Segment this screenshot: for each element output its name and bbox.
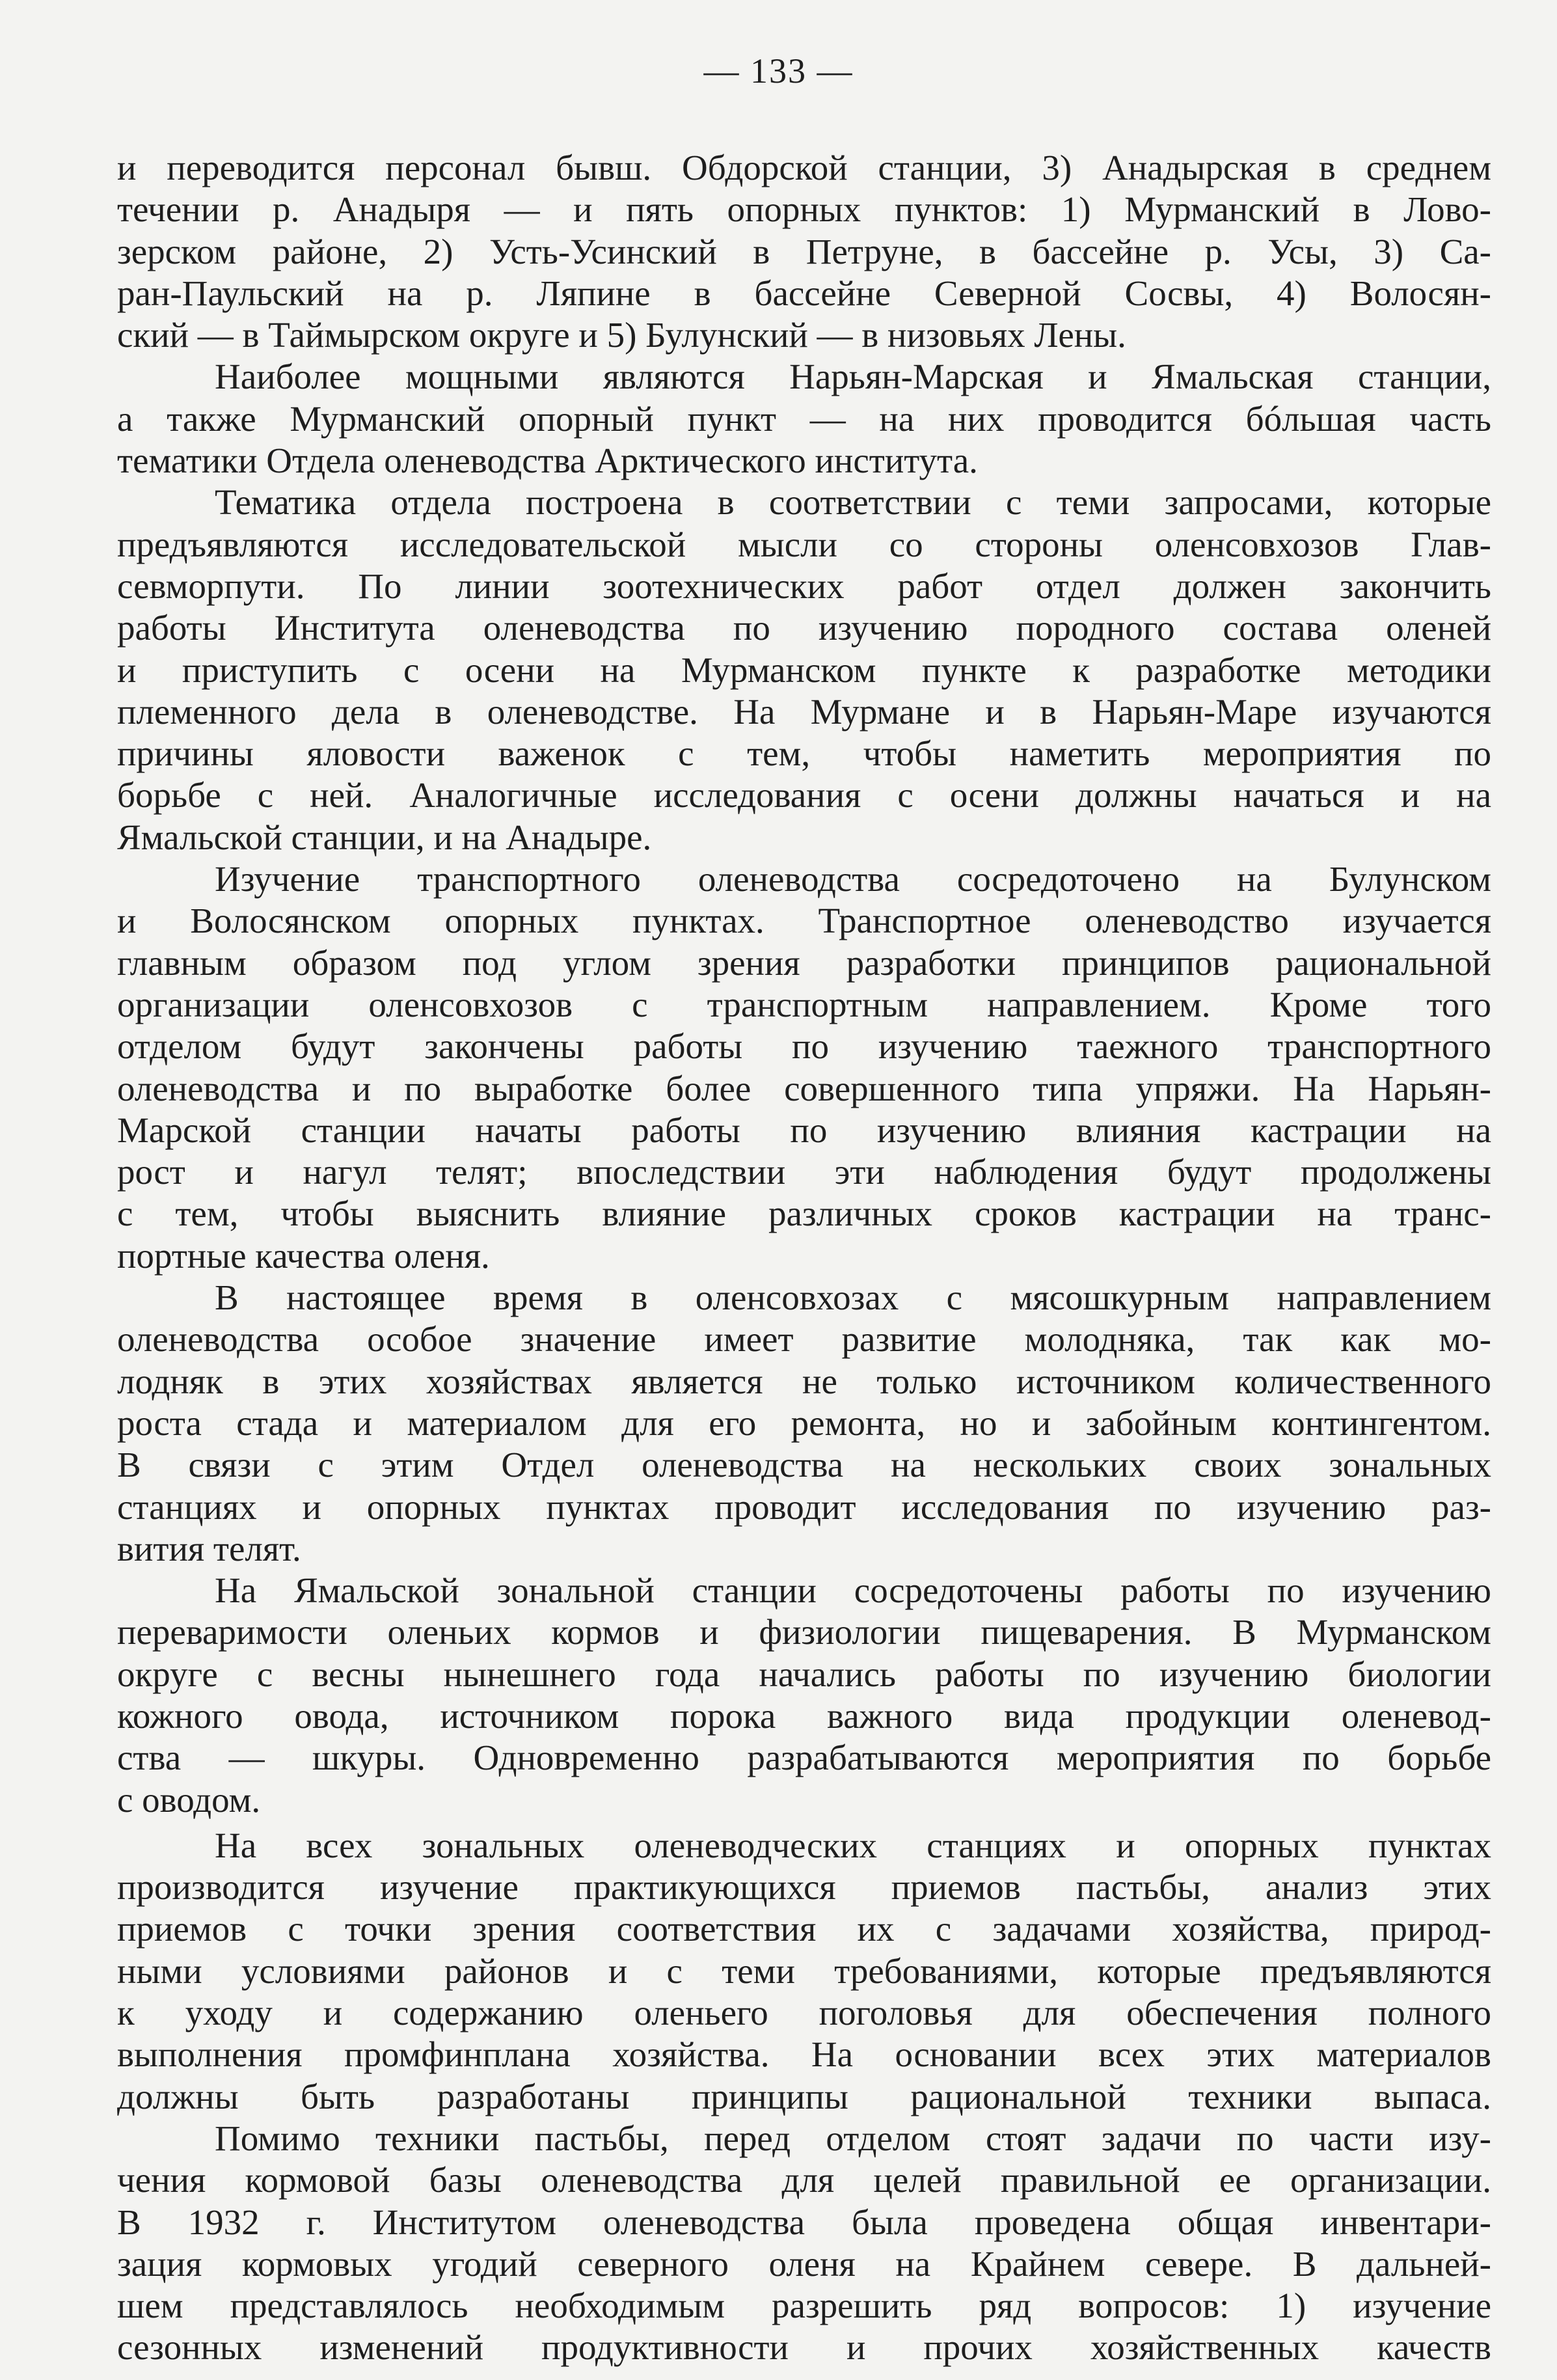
body-text [117, 147, 1491, 2369]
text-line: переваримости оленьих кормов и физиологии пищеварения. В Мурманском [117, 1612, 1491, 1652]
text-line: выполнения промфинплана хозяйства. На основании всех этих материалов [117, 2034, 1491, 2075]
text-line: причины яловости важенок с тем, чтобы наметить мероприятия по [117, 733, 1491, 774]
text-line: к уходу и содержанию оленьего поголовья для обеспечения полного [117, 1993, 1491, 2033]
text-line: роста стада и материалом для его ремонта, но и забойным контингентом. [117, 1402, 1491, 1443]
text-line: а также Мурманский опорный пункт — на них проводится бóльшая часть [117, 398, 1491, 439]
text-line: станциях и опорных пунктах проводит исследования по изучению раз- [117, 1486, 1491, 1527]
text-line: оленеводства и по выработке более совершенного типа упряжи. На Нарьян- [117, 1068, 1491, 1108]
text-line: ран-Паульский на р. Ляпине в бассейне Северной Сосвы, 4) Волосян- [117, 273, 1491, 313]
text-line: В настоящее время в оленсовхозах с мясошкурным направлением [215, 1278, 1491, 1318]
text-line: рост и нагул телят; впоследствии эти наблюдения будут продолжены [117, 1152, 1491, 1192]
text-line: главным образом под углом зрения разработки принципов рациональной [117, 942, 1491, 983]
text-line: зерском районе, 2) Усть-Усинский в Петруне, в бассейне р. Усы, 3) Са- [117, 231, 1491, 271]
text-line: лодняк в этих хозяйствах является не только источником количественного [117, 1361, 1491, 1401]
text-line: шем представлялось необходимым разрешить ряд вопросов: 1) изучение [117, 2286, 1491, 2326]
text-line: ский — в Таймырском округе и 5) Булунский — в низовьях Лены. [117, 315, 1126, 355]
text-line: В связи с этим Отдел оленеводства на нескольких своих зональных [117, 1445, 1491, 1485]
text-line: работы Института оленеводства по изучению породного состава оленей [117, 608, 1491, 648]
text-line: с тем, чтобы выяснить влияние различных сроков кастрации на транс- [117, 1194, 1491, 1234]
text-line: борьбе с ней. Аналогичные исследования с осени должны начаться и на [117, 775, 1491, 815]
text-line: предъявляются исследовательской мысли со стороны оленсовхозов Глав- [117, 524, 1491, 564]
text-line: Ямальской станции, и на Анадыре. [117, 817, 652, 857]
text-line: портные качества оленя. [117, 1235, 490, 1276]
text-line: течении р. Анадыря — и пять опорных пунктов: 1) Мурманский в Лово- [117, 189, 1491, 230]
text-line: чения кормовой базы оленеводства для целей правильной ее организации. [117, 2160, 1491, 2200]
text-line: Изучение транспортного оленеводства сосредоточено на Булунском [215, 859, 1491, 899]
text-line: и переводится персонал бывш. Обдорской станции, 3) Анадырская в среднем [117, 148, 1491, 187]
text-line: На всех зональных оленеводческих станциях и опорных пунктах [215, 1825, 1491, 1865]
text-line: отделом будут закончены работы по изучению таежного транспортного [117, 1026, 1491, 1067]
text-line: На Ямальской зональной станции сосредоточены работы по изучению [215, 1570, 1491, 1611]
text-line: зация кормовых угодий северного оленя на Крайнем севере. В дальней- [117, 2243, 1491, 2284]
text-line: приемов с точки зрения соответствия их с задачами хозяйства, природ- [117, 1909, 1491, 1949]
text-line: В 1932 г. Институтом оленеводства была проведена общая инвентари- [117, 2202, 1491, 2242]
text-line: ными условиями районов и с теми требованиями, которые предъявляются [117, 1950, 1491, 1991]
text-line: вития телят. [117, 1528, 301, 1568]
text-line: и Волосянском опорных пунктах. Транспортное оленеводство изучается [117, 901, 1491, 941]
text-line: Тематика отдела построена в соответствии с теми запросами, которые [215, 482, 1491, 523]
text-line: производится изучение практикующихся приемов пастьбы, анализ этих [117, 1867, 1491, 1908]
text-line: Марской станции начаты работы по изучению влияния кастрации на [117, 1110, 1491, 1150]
text-line: и приступить с осени на Мурманском пункте к разработке методики [117, 650, 1491, 690]
page-number: — 133 — [703, 51, 854, 90]
text-line: организации оленсовхозов с транспортным направлением. Кроме того [117, 984, 1491, 1024]
text-line: с оводом. [117, 1779, 261, 1820]
text-line: ства — шкуры. Одновременно разрабатываются мероприятия по борьбе [117, 1738, 1491, 1778]
text-line: кожного овода, источником порока важного вида продукции оленевод- [117, 1695, 1491, 1736]
text-line: оленеводства особое значение имеет развитие молодняка, так как мо- [117, 1319, 1491, 1360]
text-line: округе с весны нынешнего года начались работы по изучению биологии [117, 1654, 1491, 1694]
text-line: Наиболее мощными являются Нарьян-Марская и Ямальская станции, [215, 357, 1491, 397]
text-line: сезонных изменений продуктивности и прочих хозяйственных качеств [117, 2327, 1491, 2368]
text-line: Помимо техники пастьбы, перед отделом стоят задачи по части изу- [215, 2118, 1491, 2158]
text-line: племенного дела в оленеводстве. На Мурмане и в Нарьян-Маре изучаются [117, 691, 1491, 732]
text-line: севморпути. По линии зоотехнических работ отдел должен закончить [117, 566, 1491, 606]
text-line: тематики Отдела оленеводства Арктического института. [117, 441, 978, 481]
text-line: должны быть разработаны принципы рациональной техники выпаса. [117, 2076, 1491, 2116]
